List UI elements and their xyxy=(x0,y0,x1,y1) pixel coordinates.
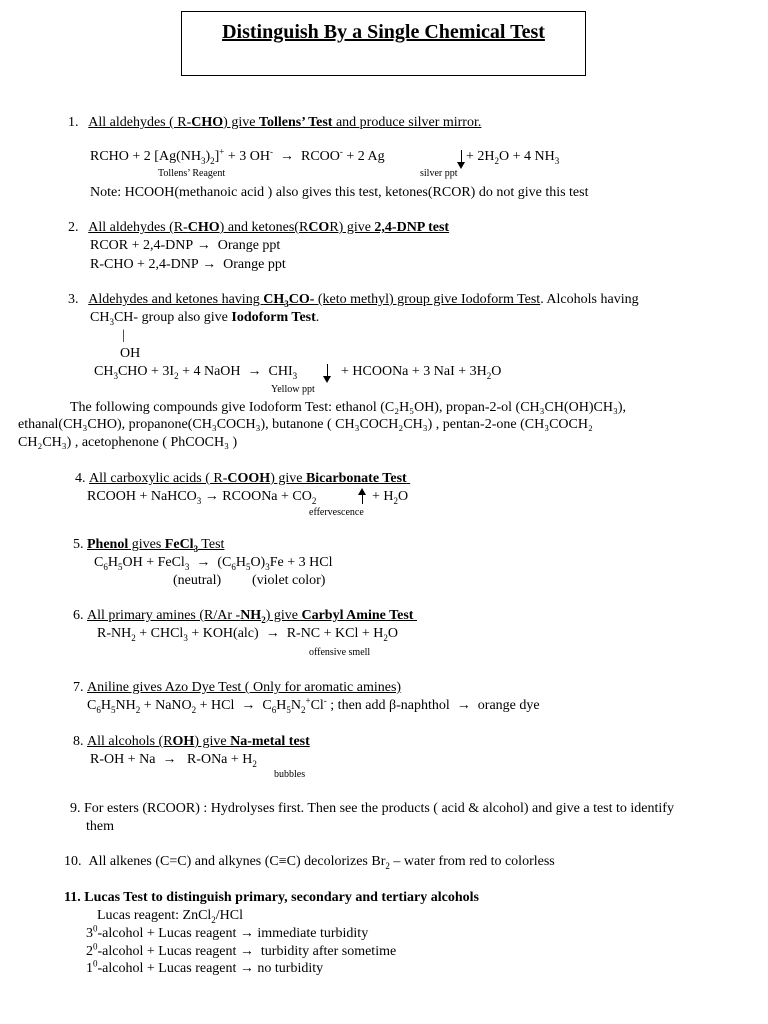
arrow-right-icon: → xyxy=(456,698,471,713)
item-1-equation: RCHO + 2 $[Ag(NH_3)_2]^+ + 3$ OH- → RCOO- + 2 Ag xyxy=(90,146,385,166)
bubbles-label: bubbles xyxy=(274,769,306,780)
item-2-line-2: R-CHO + 2,4-DNP → Orange ppt xyxy=(90,257,286,272)
violet-color-label: (violet color) xyxy=(252,573,326,588)
primary-alcohol-line: $1^0$-alcohol + Lucas reagent → no turbidity xyxy=(86,958,324,976)
item-6-heading: 6. All primary amines (R/Ar $-NH_2$) give Carbyl Amine Test xyxy=(73,608,414,625)
tertiary-alcohol-line: $3^0$-alcohol + Lucas reagent → immediate turbidity xyxy=(86,923,369,941)
item-4-heading: 4. All carboxylic acids ( R-COOH) give Bicarbonate Test xyxy=(75,471,407,486)
arrow-right-icon: → xyxy=(196,238,211,253)
item-8-heading: 8. All alcohols (ROH) give Na-metal test xyxy=(73,734,310,749)
arrow-right-icon: → xyxy=(241,698,256,713)
page-title: Distinguish By a Single Chemical Test xyxy=(222,21,545,43)
item-3-heading: 3. Aldehydes and ketones having $CH_3CO-$ (keto methyl) group give Iodoform Test. Alcohols having xyxy=(68,292,639,309)
item-7-equation: $C_6H_5NH_2$ + NaNO$_2$ + HCl → $C_6H_5N_2^+Cl^-$ ; then add β-naphthol → orange dye xyxy=(87,695,540,715)
item-5-equation: $C_6H_5OH$ + FeCl$_3$ → $(C_6H_5O)_3Fe + 3$ HCl xyxy=(94,555,333,572)
item-1-heading: 1. All aldehydes ( R-CHO) give Tollens’ Test and produce silver mirror. xyxy=(68,115,482,130)
lucas-reagent-line: Lucas reagent: ZnCl$_2$/HCl xyxy=(97,908,244,925)
arrow-right-icon: → xyxy=(196,555,211,570)
item-3-line-2: $CH_3CH-$ group also give Iodoform Test. xyxy=(90,310,320,327)
silver-ppt-label: silver ppt xyxy=(420,168,458,179)
item-3-equation: $CH_3CHO + 3I_2 + 4$ NaOH → $CHI_3$ xyxy=(94,364,298,381)
iodoform-list-line-1: The following compounds give Iodoform Test: ethanol (C₂H₅OH), propan-2-ol (CH₃CH(OH)CH₃), xyxy=(70,400,627,415)
item-1-equation-products: + $2H_2O + 4$ $NH_3$ xyxy=(466,149,560,166)
arrow-right-icon: → xyxy=(202,257,217,272)
arrow-right-icon: → xyxy=(239,944,254,959)
neutral-label: (neutral) xyxy=(173,573,222,588)
arrow-right-icon: → xyxy=(280,149,294,164)
item-2-heading: 2. All aldehydes (R-CHO) and ketones(RCOR) give 2,4-DNP test xyxy=(68,220,450,235)
arrow-right-icon: → xyxy=(239,926,254,941)
iodoform-list-line-3: CH₂CH₃) , acetophenone ( PhCOCH₃ ) xyxy=(18,435,238,450)
item-10-line: 10. All alkenes (C=C) and alkynes (C≡C) decolorizes $Br_2$ – water from red to colorless xyxy=(64,854,555,871)
item-5-heading: 5. Phenol gives FeCl$_3$ Test xyxy=(73,537,225,554)
item-11-heading: 11. Lucas Test to distinguish primary, secondary and tertiary alcohols xyxy=(64,890,479,905)
item-8-equation: R-OH + Na → $R-ONa + H_2$ xyxy=(90,752,257,769)
bond-line: | xyxy=(122,328,125,343)
yellow-ppt-label: Yellow ppt xyxy=(271,384,315,395)
arrow-right-icon: → xyxy=(204,489,219,504)
iodoform-list-line-2: ethanal(CH₃CHO), propanone(CH₃COCH₃), butanone ( CH₃COCH₂CH₃) , pentan-2-one (CH₃COCH₂ xyxy=(18,417,593,432)
item-1-note: Note: HCOOH(methanoic acid ) also gives this test, ketones(RCOR) do not give this test xyxy=(90,185,589,200)
arrow-right-icon: → xyxy=(239,961,254,976)
title-box xyxy=(181,11,586,76)
item-4-equation-products: + $H_2O$ xyxy=(372,489,409,506)
effervescence-label: effervescence xyxy=(309,507,364,518)
secondary-alcohol-line: $2^0$-alcohol + Lucas reagent → turbidity after sometime xyxy=(86,941,397,959)
arrow-right-icon: → xyxy=(265,626,280,641)
arrow-right-icon: → xyxy=(247,364,262,379)
item-number: 1. xyxy=(68,115,79,130)
offensive-smell-label: offensive smell xyxy=(309,647,371,658)
item-9-line-2: them xyxy=(86,819,114,834)
item-3-equation-products: + HCOONa + 3 NaI + $3H_2O$ xyxy=(341,364,502,381)
item-7-heading: 7. Aniline gives Azo Dye Test ( Only for aromatic amines) xyxy=(73,680,402,695)
tollens-reagent-label: Tollens’ Reagent xyxy=(158,168,226,179)
item-4-equation: RCOOH + NaHCO$_3$ → RCOONa + $CO_2$ xyxy=(87,489,317,506)
item-6-equation: $R-NH_2$ + CHCl$_3$ + KOH(alc) → R-NC + KCl + $H_2O$ xyxy=(97,626,398,643)
hydroxyl-label: OH xyxy=(120,346,141,361)
item-9-line-1: 9. For esters (RCOOR) : Hydrolyses first. Then see the products ( acid & alcohol) and give a test to identify xyxy=(70,801,674,816)
arrow-right-icon: → xyxy=(162,752,177,767)
item-2-line-1: RCOR + 2,4-DNP → Orange ppt xyxy=(90,238,281,253)
